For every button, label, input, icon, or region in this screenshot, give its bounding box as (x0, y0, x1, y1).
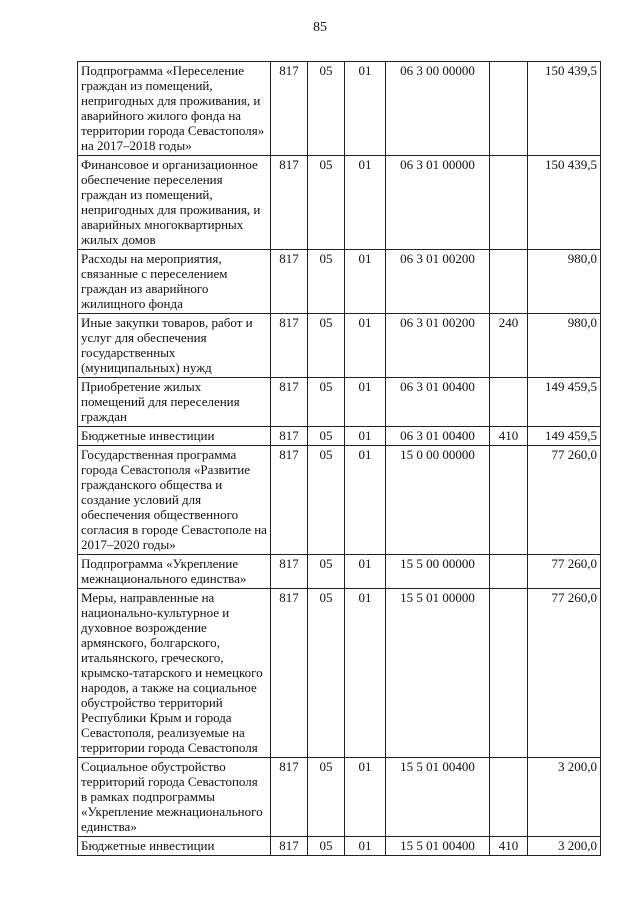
expense-type-code: 240 (490, 314, 528, 378)
ministry-code: 817 (271, 446, 308, 555)
item-name: Подпрограмма «Переселение граждан из помещений, непригодных для проживания, и аварийного жилого фонда на территории города Севастополя» на 2017–2018 годы» (78, 62, 271, 156)
item-name: Подпрограмма «Укрепление межнационального единства» (78, 555, 271, 589)
subsection-code: 01 (345, 555, 386, 589)
expense-type-code (490, 62, 528, 156)
subsection-code: 01 (345, 837, 386, 856)
item-name: Социальное обустройство территорий города Севастополя в рамках подпрограммы «Укрепление межнационального единства» (78, 758, 271, 837)
subsection-code: 01 (345, 589, 386, 758)
section-code: 05 (308, 314, 345, 378)
amount: 3 200,0 (528, 758, 601, 837)
table-row (78, 156, 601, 250)
expense-type-code (490, 446, 528, 555)
subsection-code: 01 (345, 314, 386, 378)
target-article-code: 06 3 01 00400 (386, 378, 490, 427)
target-article-code: 06 3 01 00400 (386, 427, 490, 446)
target-article-code: 15 5 01 00400 (386, 758, 490, 837)
section-code: 05 (308, 589, 345, 758)
section-code: 05 (308, 446, 345, 555)
table-row (78, 589, 601, 758)
ministry-code: 817 (271, 62, 308, 156)
table-row (78, 427, 601, 446)
table-row (78, 314, 601, 378)
section-code: 05 (308, 555, 345, 589)
target-article-code: 15 5 01 00000 (386, 589, 490, 758)
target-article-code: 06 3 01 00200 (386, 314, 490, 378)
item-name: Бюджетные инвестиции (78, 837, 271, 856)
section-code: 05 (308, 250, 345, 314)
table-row (78, 446, 601, 555)
subsection-code: 01 (345, 378, 386, 427)
table-row (78, 62, 601, 156)
amount: 77 260,0 (528, 555, 601, 589)
ministry-code: 817 (271, 250, 308, 314)
item-name: Меры, направленные на национально-культурное и духовное возрождение армянского, болгарского, итальянского, греческого, крымско-татарского и немецкого народов, а также на социальное обустройство территорий Республики Крым и города Севастополя, реализуемые на территории города Севастополя (78, 589, 271, 758)
subsection-code: 01 (345, 427, 386, 446)
amount: 980,0 (528, 314, 601, 378)
expense-type-code (490, 589, 528, 758)
ministry-code: 817 (271, 314, 308, 378)
ministry-code: 817 (271, 758, 308, 837)
expense-type-code (490, 378, 528, 427)
section-code: 05 (308, 427, 345, 446)
expense-type-code (490, 156, 528, 250)
item-name: Бюджетные инвестиции (78, 427, 271, 446)
ministry-code: 817 (271, 589, 308, 758)
target-article-code: 15 5 00 00000 (386, 555, 490, 589)
ministry-code: 817 (271, 837, 308, 856)
page-number: 85 (313, 20, 327, 35)
amount: 149 459,5 (528, 427, 601, 446)
table-row (78, 250, 601, 314)
section-code: 05 (308, 378, 345, 427)
subsection-code: 01 (345, 250, 386, 314)
amount: 980,0 (528, 250, 601, 314)
expense-type-code (490, 250, 528, 314)
item-name: Финансовое и организационное обеспечение переселения граждан из помещений, непригодных для проживания, и аварийных многоквартирных жилых домов (78, 156, 271, 250)
budget-table (77, 61, 601, 856)
expense-type-code (490, 555, 528, 589)
amount: 150 439,5 (528, 62, 601, 156)
ministry-code: 817 (271, 427, 308, 446)
section-code: 05 (308, 156, 345, 250)
section-code: 05 (308, 758, 345, 837)
target-article-code: 06 3 01 00000 (386, 156, 490, 250)
item-name: Иные закупки товаров, работ и услуг для обеспечения государственных (муниципальных) нужд (78, 314, 271, 378)
table-row (78, 837, 601, 856)
expense-type-code: 410 (490, 837, 528, 856)
subsection-code: 01 (345, 758, 386, 837)
ministry-code: 817 (271, 378, 308, 427)
expense-type-code (490, 758, 528, 837)
subsection-code: 01 (345, 446, 386, 555)
target-article-code: 06 3 01 00200 (386, 250, 490, 314)
target-article-code: 06 3 00 00000 (386, 62, 490, 156)
target-article-code: 15 0 00 00000 (386, 446, 490, 555)
amount: 77 260,0 (528, 446, 601, 555)
target-article-code: 15 5 01 00400 (386, 837, 490, 856)
amount: 149 459,5 (528, 378, 601, 427)
item-name: Расходы на мероприятия, связанные с переселением граждан из аварийного жилищного фонда (78, 250, 271, 314)
expense-type-code: 410 (490, 427, 528, 446)
item-name: Приобретение жилых помещений для переселения граждан (78, 378, 271, 427)
amount: 150 439,5 (528, 156, 601, 250)
table-row (78, 758, 601, 837)
section-code: 05 (308, 62, 345, 156)
table-row (78, 555, 601, 589)
table-row (78, 378, 601, 427)
subsection-code: 01 (345, 156, 386, 250)
section-code: 05 (308, 837, 345, 856)
amount: 77 260,0 (528, 589, 601, 758)
item-name: Государственная программа города Севастополя «Развитие гражданского общества и создание условий для обеспечения общественного согласия в городе Севастополе на 2017–2020 годы» (78, 446, 271, 555)
subsection-code: 01 (345, 62, 386, 156)
ministry-code: 817 (271, 156, 308, 250)
ministry-code: 817 (271, 555, 308, 589)
amount: 3 200,0 (528, 837, 601, 856)
